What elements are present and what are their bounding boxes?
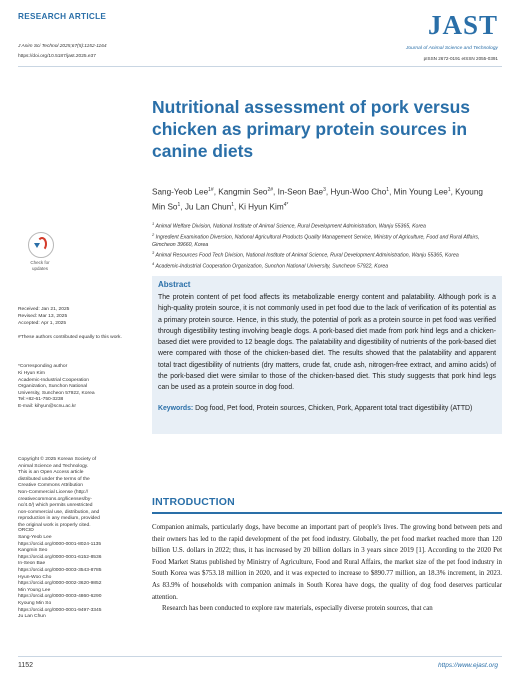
abstract-heading: Abstract <box>158 280 191 289</box>
author-name: Sang-Yeob Lee <box>152 187 209 197</box>
check-for-updates-badge[interactable] <box>22 230 58 278</box>
citation: J Anim Sci Technol 2025;67(5):1152-1164 <box>18 44 107 49</box>
author-affiliation-mark: 2# <box>267 187 274 193</box>
copyright-line: reproduction in any medium, provided <box>18 516 100 522</box>
keywords-text: Dog food, Pet food, Protein sources, Chicken, Pork, Apparent total tract digestibility (ATTD) <box>195 405 473 412</box>
author-affiliation-mark: 4* <box>283 201 289 208</box>
author-name: Ju Lan Chun <box>184 202 232 212</box>
author-name: Ki Hyun Kim <box>238 202 284 212</box>
orcid-line: Ju Lan Chun <box>18 614 46 620</box>
equal-contribution-note: #These authors contributed equally to this work. <box>18 335 122 340</box>
orcid-list <box>18 535 138 621</box>
author-affiliation-mark: 1 <box>386 187 390 193</box>
affiliation-item: $^4$ Academic-Industrial Cooperation Organization, Sunchon National University, Suncheon 57922, Korea <box>152 261 389 271</box>
copyright-line: This is an Open Access article <box>18 470 84 476</box>
orcid-line: Sang-Yeob Lee <box>18 535 52 540</box>
author-name: Hyun-Woo Cho <box>330 187 387 197</box>
introduction-rule <box>152 512 502 514</box>
badge-line-1: Check for <box>30 260 50 265</box>
keywords <box>158 403 496 414</box>
author-list: Sang-Yeob Lee$^{1\#}$, Kangmin Seo$^{2\#}$, In-Seon Bae$^3$, Hyun-Woo Cho$^1$, Min Young Lee$^1$, Kyoung Min So$^1$, Ju Lan Chun$^1$, Ki Hyun Kim$^{4*}$ <box>152 187 483 212</box>
orcid-line: In-Seon Bae <box>18 561 46 567</box>
author-affiliation-mark: 3 <box>323 187 326 193</box>
orcid-line: Hyun-Woo Cho <box>18 574 52 580</box>
copyright-line: nc/4.0/) which permits unrestricted <box>18 503 93 509</box>
orcid-line[interactable]: https://orcid.org/0000-0001-8024-1135 <box>18 541 102 547</box>
corresponding-author-line: E-mail: kihyun@scnu.ac.kr <box>18 403 76 409</box>
orcid-line: Kyoung Min So <box>18 600 52 606</box>
corresponding-author-line: University, Suncheon 57922, Korea <box>18 390 95 396</box>
abstract-text: The protein content of pet food affects its metabolizable energy content and palatability. Although pork is a high-quality protein source, it is not commonly used in pet food due to the lack of verification of its potential as a primary protein source. Hence, in this study, the potential of pork as a protein source in pet food was verified through digestibility testing involving beagle dogs. A pork-based diet made from pork hind legs and a chicken-based diet were provided to 12 beagle dogs. The palatability and digestibility of nutrients of the pork-based diet were compared with those of the chicken-based diet. The results showed that the palatability and apparent total tract digestibility of nutrients (dry matters, crude fat, crude ash, nitrogen-free extract, and amino acids) of the pork-based diet were similar to those of the chicken-based diet. This study suggests that pork hind legs can be used as a protein source in dog food. <box>158 294 496 392</box>
orcid-line: Min Young Lee <box>18 587 51 593</box>
orcid-heading: ORCID <box>18 528 34 533</box>
intro-paragraph-2: Research has been conducted to explore raw materials, especially diverse protein sources, that can <box>162 605 433 613</box>
corresponding-author-line: Organization, Sunchon National <box>18 384 88 390</box>
accepted-date: Accepted: Apr 1, 2025 <box>18 321 67 326</box>
copyright-line: the original work is properly cited. <box>18 522 91 528</box>
author-affiliation-mark: 1# <box>208 187 214 193</box>
orcid-line[interactable]: https://orcid.org/0000-0003-4860-6290 <box>18 594 102 600</box>
header-divider <box>18 66 502 67</box>
intro-paragraph-1: Companion animals, particularly dogs, have become an important part of people's lives. The growing bond between pets and their owners has led to the rapid development of the pet food industry. Globally, the pet food market reached more than 120 billion U.S. dollars in 2022; thus, it has increased by 20 billion dollars in 3 years since 2019 [1]. According to the 2020 Pet Food Market Status published by Ministry of Agriculture, Food and Rural Affairs, the market size of the pet food industry in South Korea was $753.18 million in 2020, and it was expected to increase to $890.77 million, an 18.3% increment, in 2023. As 83.9% of households with companion animals in South Korea have dogs, the quality of dog food deserves particular attention. <box>152 524 502 601</box>
article-title: Nutritional assessment of pork versus chicken as primary protein sources in canine diets <box>152 97 471 161</box>
copyright-line: Non-Commercial License (http:// <box>18 489 89 495</box>
copyright-line: non-commercial use, distribution, and <box>18 509 100 515</box>
author-name: Kyoung Min So <box>152 187 483 212</box>
received-date: Received: Jan 21, 2025 <box>18 307 70 312</box>
affiliation-item: $^3$ Animal Resources Food Tech Division, National Institute of Animal Science, Rural Development Administration, Wanju 55365, Korea <box>152 250 459 260</box>
copyright-line: distributed under the terms of the <box>18 476 90 482</box>
journal-website-link[interactable]: https://www.ejast.org <box>438 662 498 669</box>
update-icon <box>28 232 54 258</box>
badge-line-2: updates <box>31 266 48 271</box>
orcid-line[interactable]: https://orcid.org/0000-0003-3543-8785 <box>18 567 102 573</box>
author-name: Kangmin Seo <box>218 187 268 197</box>
doi-link[interactable]: https://doi.org/10.5187/jast.2025.e37 <box>18 54 96 59</box>
author-name: In-Seon Bae <box>277 187 324 197</box>
corresponding-author-line: Ki Hyun Kim <box>18 371 45 376</box>
copyright-line: Copyright © 2025 Korean Society of <box>18 457 97 462</box>
author-name: Min Young Lee <box>393 187 448 197</box>
journal-logo: JAST <box>427 10 498 40</box>
orcid-line[interactable]: https://orcid.org/0000-0001-9497-3345 <box>18 607 102 613</box>
author-affiliation-mark: 1 <box>231 201 235 208</box>
corresponding-author-heading: *Corresponding author <box>18 364 68 369</box>
footer-divider <box>18 656 502 657</box>
issn: pISSN 2672-0191 eISSN 2055-0391 <box>423 56 498 61</box>
revised-date: Revised: Mar 13, 2025 <box>18 314 68 319</box>
introduction-heading: INTRODUCTION <box>152 496 235 508</box>
corresponding-author-info <box>18 371 138 411</box>
journal-full-name: Journal of Animal Science and Technology <box>405 46 498 51</box>
author-affiliation-mark: 1 <box>177 201 181 208</box>
author-affiliation-mark: 1 <box>447 187 451 193</box>
article-type: RESEARCH ARTICLE <box>18 12 107 21</box>
copyright-notice <box>18 457 138 530</box>
affiliation-item: $^2$ Ingredient Examination Diversion, National Agricultural Products Quality Management Service, Ministry of Agriculture, Food and Rural Affairs, Gimcheon 39660, Korea <box>152 232 480 249</box>
keywords-label: Keywords: <box>158 405 194 412</box>
copyright-line: Creative Commons Attribution <box>18 483 83 489</box>
corresponding-author-line: Tel:+82-61-750-3238 <box>18 397 64 403</box>
orcid-line[interactable]: https://orcid.org/0000-0001-6152-8536 <box>18 554 102 560</box>
affiliations <box>152 220 497 271</box>
page-number: 1152 <box>18 662 34 669</box>
introduction-body <box>152 522 502 615</box>
affiliation-item: $^1$ Animal Welfare Division, National Institute of Animal Science, Rural Development Administration, Wanju 55365, Korea <box>152 221 426 230</box>
orcid-line[interactable]: https://orcid.org/0000-0002-3620-9852 <box>18 581 102 587</box>
orcid-line: Kangmin Seo <box>18 548 48 554</box>
copyright-line: Animal Science and Technology. <box>18 463 89 469</box>
copyright-line: creativecommons.org/licenses/by- <box>18 496 92 502</box>
corresponding-author-line: Academic-Industrial Cooperation <box>18 377 89 383</box>
